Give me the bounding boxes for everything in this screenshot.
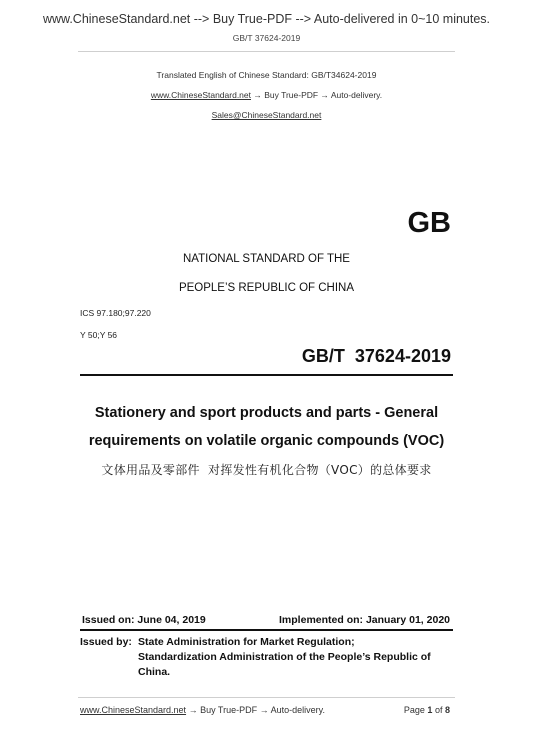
issue-divider [80, 629, 453, 631]
national-standard-line-2: PEOPLE’S REPUBLIC OF CHINA [178, 282, 355, 294]
english-title-line-1: Stationery and sport products and parts - General [94, 405, 439, 421]
page-indicator [404, 705, 450, 715]
footer-buy-text: → Buy True-PDF → Auto-delivery. [186, 705, 325, 715]
issued-by-line-1: State Administration for Market Regulation; [138, 636, 355, 648]
english-title-line-2: requirements on volatile organic compounds (VOC) [88, 433, 445, 449]
ics-code: ICS 97.180;97.220 [80, 308, 151, 318]
header-divider [78, 51, 455, 52]
gb-mark: GB [407, 207, 451, 239]
footer-buy-line [80, 705, 325, 715]
header-buy-text: → Buy True-PDF → Auto-delivery. [251, 90, 383, 100]
top-banner: www.ChineseStandard.net --> Buy True-PDF --> Auto-delivered in 0~10 minutes. [42, 12, 491, 26]
issued-by-line-3: China. [138, 666, 171, 678]
header-doc-code: GB/T 37624-2019 [232, 33, 301, 43]
issued-by-label: Issued by: [80, 636, 132, 648]
page-current: 1 [427, 705, 433, 715]
implemented-on: Implemented on: January 01, 2020 [279, 614, 450, 626]
national-standard-line-1: NATIONAL STANDARD OF THE [183, 253, 350, 265]
page-of: of [434, 705, 443, 715]
header-email-line [0, 110, 533, 120]
page-total: 8 [444, 705, 450, 715]
header-site-link[interactable]: www.ChineseStandard.net [150, 90, 251, 100]
ccs-code: Y 50;Y 56 [80, 330, 118, 340]
standard-number: GB/T 37624-2019 [301, 346, 451, 366]
issued-by-line-2: Standardization Administration of the People’s Republic of [138, 651, 431, 663]
title-divider [80, 374, 453, 376]
sales-email-link[interactable]: Sales@ChineseStandard.net [211, 110, 322, 120]
translated-line: Translated English of Chinese Standard: GB/T34624-2019 [156, 70, 377, 80]
page-label: Page [403, 705, 425, 715]
footer-divider [78, 697, 455, 698]
chinese-title: 文体用品及零部件 对挥发性有机化合物（VOC）的总体要求 [101, 463, 432, 477]
issued-on: Issued on: June 04, 2019 [82, 614, 206, 626]
header-buy-line [0, 90, 533, 100]
footer-site-link[interactable]: www.ChineseStandard.net [80, 705, 187, 715]
